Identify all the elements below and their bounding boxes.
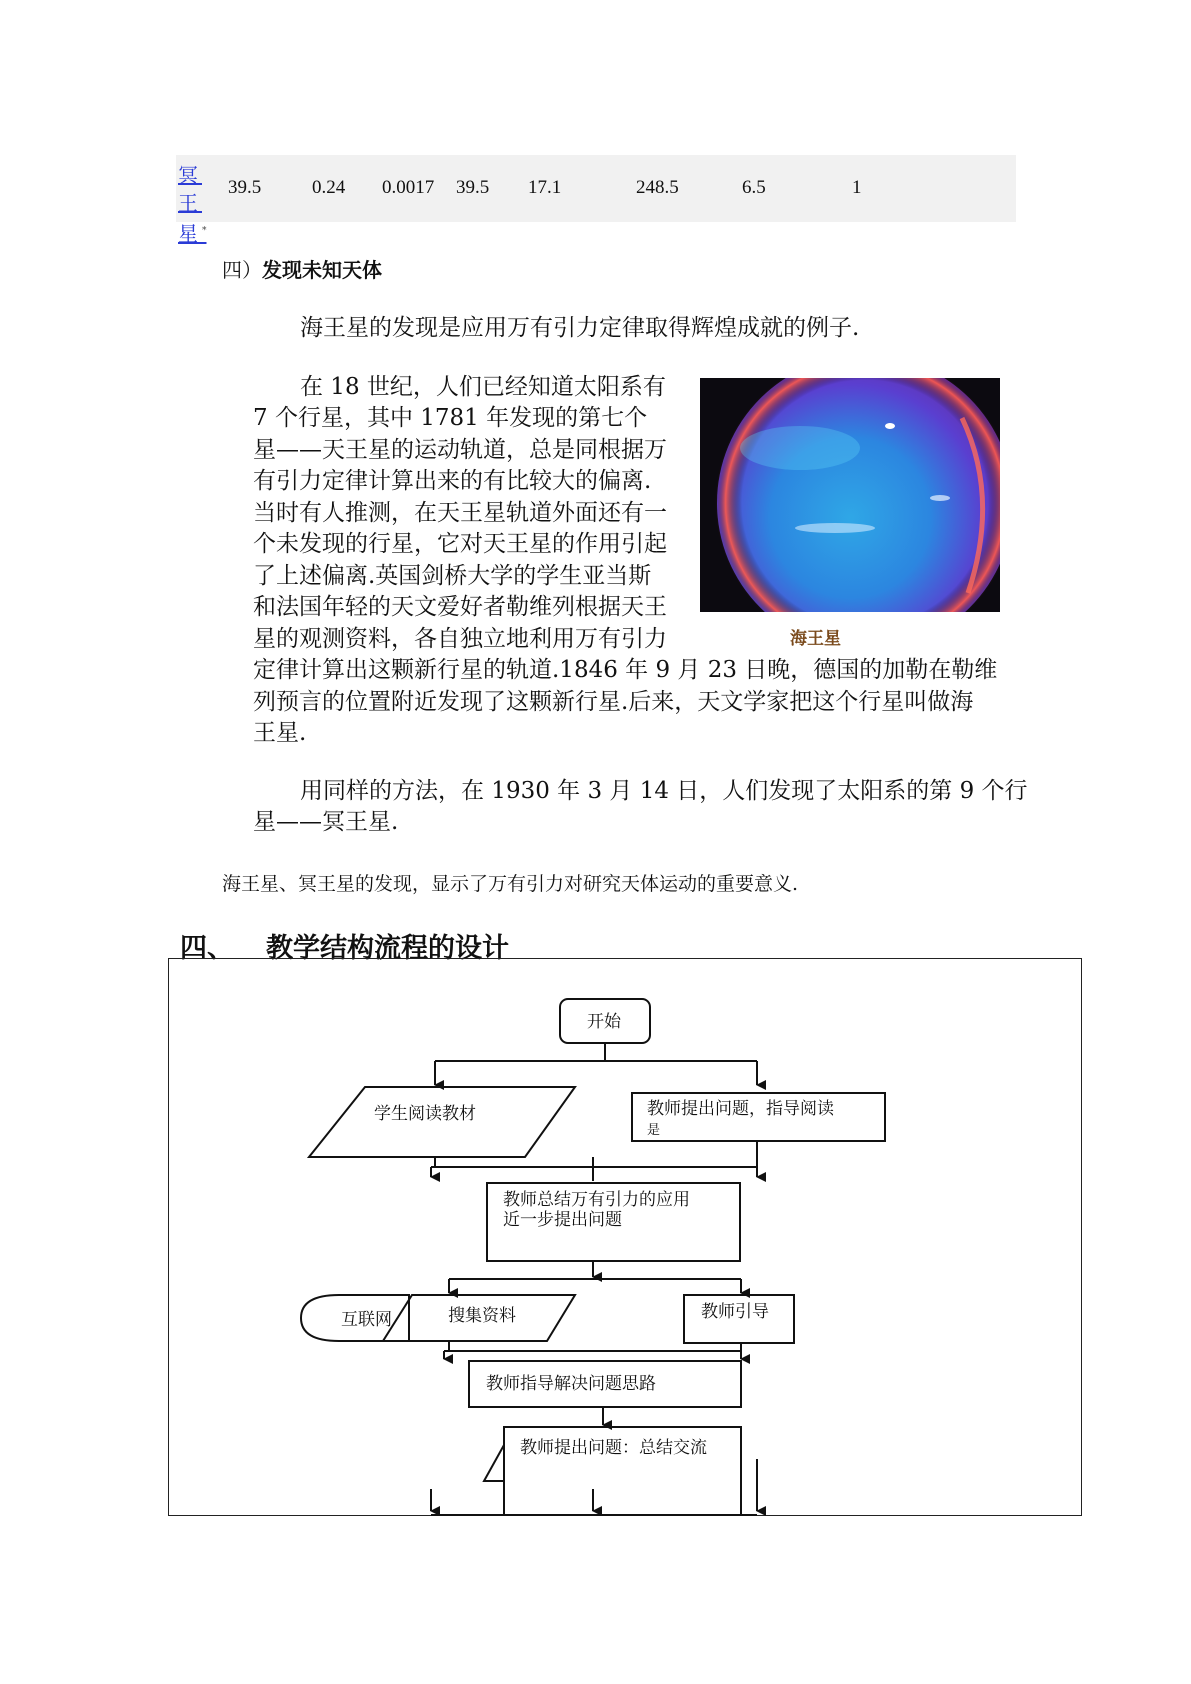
section-number: 四、 — [180, 933, 234, 964]
paragraph-body — [253, 403, 693, 655]
neptune-image — [700, 378, 1000, 612]
flow-solve-label: 教师指导解决问题思路 — [486, 1374, 656, 1394]
flow-collect-label: 搜集资料 — [448, 1306, 516, 1326]
planet-table-row — [176, 155, 1016, 246]
paragraph-line: 和法国年轻的天文爱好者勒维列根据天王 — [253, 594, 667, 620]
paragraph-first-line: 用同样的方法，在 1930 年 3 月 14 日，人们发现了太阳系的第 9 个行 — [300, 778, 1028, 804]
flow-student-read-label: 学生阅读教材 — [374, 1104, 476, 1124]
paragraph-line: 了上述偏离.英国剑桥大学的学生亚当斯 — [253, 562, 652, 589]
paragraph-line: 定律计算出这颗新行星的轨道.1846 年 9 月 23 日晚，德国的加勒在勒维 — [253, 657, 998, 683]
table-cell: 0.24 — [312, 177, 346, 198]
table-cell: 0.0017 — [382, 177, 435, 198]
flow-start-label: 开始 — [587, 1012, 621, 1032]
paragraph-line: 当时有人推测，在天王星轨道外面还有一 — [253, 499, 667, 526]
planet-name-line2: 星 — [178, 221, 202, 246]
paragraph-line: 王星. — [253, 720, 307, 746]
sub-heading-prefix: 四） — [222, 258, 262, 282]
table-cell: 1 — [852, 177, 862, 198]
paragraph-line: 有引力定律计算出来的有比较大的偏离. — [253, 468, 652, 494]
flow-guide-label: 教师引导 — [701, 1302, 769, 1322]
table-cell: 17.1 — [528, 177, 562, 198]
paragraph-line: 7 个行星，其中 1781 年发现的第七个 — [253, 405, 648, 431]
paragraph-line: 星——天王星的运动轨道，总是同根据万 — [253, 436, 667, 463]
section-title: 教学结构流程的设计 — [266, 933, 509, 964]
flow-exchange-label: 教师提出问题：总结交流 — [520, 1438, 707, 1458]
intro-paragraph: 海王星的发现是应用万有引力定律取得辉煌成就的例子. — [300, 315, 860, 341]
conclusion-text: 海王星、冥王星的发现，显示了万有引力对研究天体运动的重要意义. — [222, 873, 799, 895]
paragraph-line: 星的观测资料，各自独立地利用万有引力 — [253, 625, 667, 652]
flowchart-frame — [168, 958, 1082, 1516]
planet-name-link[interactable] — [178, 161, 228, 248]
flow-summary-label-1: 教师总结万有引力的应用 — [503, 1190, 690, 1210]
table-cell: 248.5 — [636, 177, 679, 198]
table-cell: 6.5 — [742, 177, 766, 198]
paragraph-line: 星——冥王星. — [253, 809, 399, 835]
flow-internet-label: 互联网 — [341, 1310, 392, 1330]
flow-teacher-question-label-2: 是 — [647, 1123, 661, 1138]
flow-teacher-question-label: 教师提出问题，指导阅读 — [647, 1099, 834, 1119]
neptune-caption: 海王星 — [790, 629, 841, 649]
sub-heading-title: 发现未知天体 — [262, 258, 382, 282]
table-cell: 39.5 — [228, 177, 262, 198]
paragraph-line: 列预言的位置附近发现了这颗新行星.后来，天文学家把这个行星叫做海 — [253, 688, 974, 715]
paragraph-first-line: 在 18 世纪，人们已经知道太阳系有 — [300, 374, 666, 400]
paragraph-line: 个未发现的行星，它对天王星的作用引起 — [253, 531, 667, 557]
planet-mark: * — [202, 226, 207, 236]
paragraph-tail — [253, 655, 1013, 750]
table-cell: 39.5 — [456, 177, 490, 198]
flow-summary-label-2: 近一步提出问题 — [503, 1210, 622, 1230]
sub-heading — [222, 254, 382, 283]
planet-name-line1: 冥 王 — [178, 163, 202, 215]
